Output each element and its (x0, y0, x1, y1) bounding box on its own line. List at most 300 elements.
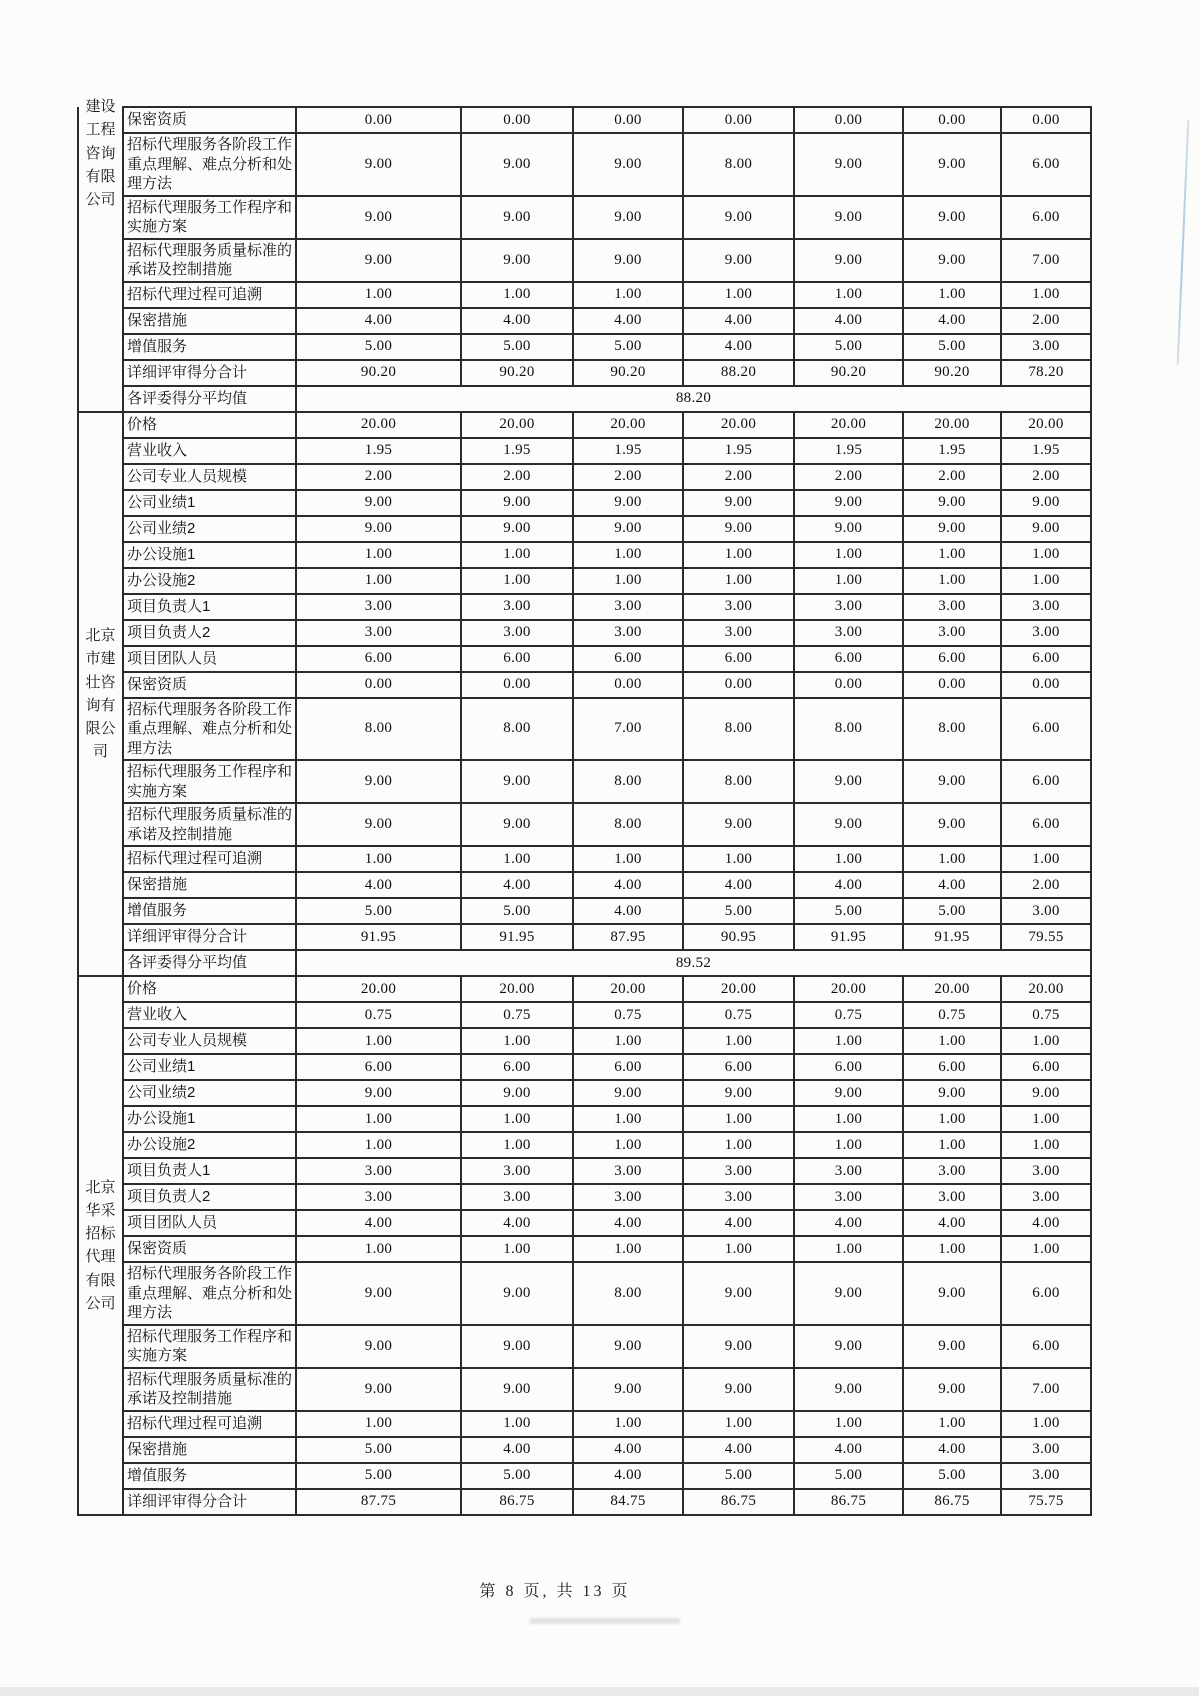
criteria-label: 招标代理过程可追溯 (123, 846, 296, 872)
score-value: 6.00 (296, 1054, 461, 1080)
average-score-value: 89.52 (296, 950, 1091, 976)
score-value: 1.00 (1001, 1411, 1091, 1437)
score-value: 1.00 (903, 1028, 1001, 1054)
score-value: 20.00 (1001, 976, 1091, 1002)
score-value: 1.00 (1001, 846, 1091, 872)
score-value: 1.95 (683, 438, 794, 464)
score-value: 9.00 (573, 239, 683, 282)
table-row (78, 1184, 1091, 1210)
score-value: 9.00 (903, 196, 1001, 239)
score-value: 0.00 (903, 672, 1001, 698)
score-value: 1.00 (296, 568, 461, 594)
score-value: 1.00 (683, 1132, 794, 1158)
criteria-label: 招标代理服务各阶段工作重点理解、难点分析和处理方法 (123, 133, 296, 196)
score-value: 9.00 (573, 196, 683, 239)
criteria-label: 招标代理服务质量标准的承诺及控制措施 (123, 239, 296, 282)
score-value: 5.00 (683, 1463, 794, 1489)
table-row (78, 803, 1091, 846)
score-value: 9.00 (903, 1368, 1001, 1411)
score-value: 1.00 (461, 542, 573, 568)
criteria-label: 招标代理服务各阶段工作重点理解、难点分析和处理方法 (123, 1262, 296, 1325)
score-value: 1.00 (1001, 568, 1091, 594)
score-value: 8.00 (461, 698, 573, 761)
table-row (78, 1262, 1091, 1325)
score-value: 8.00 (683, 698, 794, 761)
score-value: 20.00 (683, 412, 794, 438)
score-value: 87.95 (573, 924, 683, 950)
score-value: 6.00 (573, 1054, 683, 1080)
score-value: 9.00 (903, 239, 1001, 282)
criteria-label: 保密资质 (123, 107, 296, 133)
score-value: 2.00 (683, 464, 794, 490)
score-value: 3.00 (573, 594, 683, 620)
score-value: 9.00 (903, 803, 1001, 846)
score-value: 5.00 (461, 898, 573, 924)
table-row (78, 360, 1091, 386)
score-value: 1.00 (461, 282, 573, 308)
score-value: 4.00 (296, 872, 461, 898)
criteria-label: 公司专业人员规模 (123, 1028, 296, 1054)
score-value: 1.00 (573, 1411, 683, 1437)
score-value: 9.00 (794, 1262, 903, 1325)
score-value: 3.00 (1001, 1437, 1091, 1463)
score-value: 1.00 (573, 1106, 683, 1132)
score-value: 91.95 (794, 924, 903, 950)
score-value: 2.00 (573, 464, 683, 490)
score-value: 6.00 (794, 1054, 903, 1080)
score-value: 9.00 (683, 196, 794, 239)
score-value: 0.75 (903, 1002, 1001, 1028)
score-value: 1.00 (1001, 1028, 1091, 1054)
score-value: 1.00 (903, 846, 1001, 872)
score-value: 1.00 (461, 1132, 573, 1158)
score-value: 9.00 (296, 803, 461, 846)
criteria-label: 保密资质 (123, 672, 296, 698)
score-value: 5.00 (461, 334, 573, 360)
criteria-label: 项目负责人2 (123, 620, 296, 646)
score-value: 20.00 (296, 412, 461, 438)
table-row (78, 1489, 1091, 1515)
score-value: 90.20 (794, 360, 903, 386)
score-value: 2.00 (461, 464, 573, 490)
criteria-label: 公司业绩1 (123, 1054, 296, 1080)
table-row (78, 1002, 1091, 1028)
score-value: 1.00 (903, 568, 1001, 594)
score-value: 9.00 (461, 1262, 573, 1325)
score-value: 9.00 (1001, 490, 1091, 516)
score-value: 9.00 (683, 803, 794, 846)
score-value: 6.00 (903, 646, 1001, 672)
criteria-label: 招标代理服务工作程序和实施方案 (123, 1325, 296, 1368)
score-value: 1.00 (296, 846, 461, 872)
criteria-label: 办公设施1 (123, 1106, 296, 1132)
score-value: 6.00 (1001, 803, 1091, 846)
score-value: 5.00 (461, 1463, 573, 1489)
table-row (78, 334, 1091, 360)
score-value: 9.00 (1001, 1080, 1091, 1106)
table-row (78, 672, 1091, 698)
score-value: 9.00 (296, 133, 461, 196)
score-value: 2.00 (794, 464, 903, 490)
criteria-label: 各评委得分平均值 (123, 950, 296, 976)
table-row (78, 568, 1091, 594)
score-value: 9.00 (573, 133, 683, 196)
score-value: 9.00 (573, 1325, 683, 1368)
score-value: 3.00 (1001, 1158, 1091, 1184)
score-value: 3.00 (1001, 1184, 1091, 1210)
score-value: 0.00 (296, 107, 461, 133)
score-value: 8.00 (296, 698, 461, 761)
table-row (78, 646, 1091, 672)
average-score-value: 88.20 (296, 386, 1091, 412)
table-row (78, 107, 1091, 133)
table-row (78, 1463, 1091, 1489)
score-value: 9.00 (296, 516, 461, 542)
score-value: 9.00 (461, 490, 573, 516)
score-value: 0.00 (461, 672, 573, 698)
score-value: 1.00 (1001, 1132, 1091, 1158)
company-cell (78, 98, 123, 412)
table-row (78, 698, 1091, 761)
score-value: 1.00 (573, 282, 683, 308)
score-value: 9.00 (461, 1368, 573, 1411)
score-value: 20.00 (903, 976, 1001, 1002)
score-value: 1.00 (794, 542, 903, 568)
company-name: 建设工程咨询有限公司 (85, 98, 116, 208)
score-value: 0.75 (461, 1002, 573, 1028)
score-value: 9.00 (683, 490, 794, 516)
score-value: 3.00 (461, 594, 573, 620)
score-value: 6.00 (794, 646, 903, 672)
score-value: 3.00 (903, 1158, 1001, 1184)
score-value: 1.00 (794, 1411, 903, 1437)
score-value: 6.00 (573, 646, 683, 672)
criteria-label: 详细评审得分合计 (123, 1489, 296, 1515)
score-value: 4.00 (573, 1210, 683, 1236)
score-value: 3.00 (1001, 620, 1091, 646)
score-value: 4.00 (461, 308, 573, 334)
score-value: 1.95 (1001, 438, 1091, 464)
score-value: 9.00 (903, 516, 1001, 542)
score-value: 90.95 (683, 924, 794, 950)
score-value: 1.00 (794, 1236, 903, 1262)
score-value: 1.00 (903, 1236, 1001, 1262)
table-row (78, 1080, 1091, 1106)
criteria-label: 营业收入 (123, 438, 296, 464)
score-value: 3.00 (461, 620, 573, 646)
table-row (78, 924, 1091, 950)
score-value: 1.00 (1001, 1106, 1091, 1132)
score-value: 9.00 (794, 133, 903, 196)
table-row (78, 516, 1091, 542)
score-value: 20.00 (573, 976, 683, 1002)
score-value: 75.75 (1001, 1489, 1091, 1515)
score-value: 1.95 (296, 438, 461, 464)
score-value: 6.00 (461, 1054, 573, 1080)
score-value: 1.00 (461, 846, 573, 872)
score-value: 3.00 (794, 594, 903, 620)
score-value: 20.00 (903, 412, 1001, 438)
score-value: 5.00 (794, 334, 903, 360)
score-value: 90.20 (296, 360, 461, 386)
table-row (78, 1106, 1091, 1132)
score-value: 0.00 (903, 107, 1001, 133)
score-value: 1.00 (1001, 282, 1091, 308)
score-value: 3.00 (683, 594, 794, 620)
score-value: 1.95 (461, 438, 573, 464)
score-value: 9.00 (903, 490, 1001, 516)
score-value: 1.00 (461, 1236, 573, 1262)
score-value: 6.00 (1001, 196, 1091, 239)
score-value: 9.00 (461, 1325, 573, 1368)
score-value: 3.00 (903, 594, 1001, 620)
criteria-label: 项目负责人1 (123, 594, 296, 620)
score-value: 4.00 (1001, 1210, 1091, 1236)
score-value: 1.00 (903, 542, 1001, 568)
score-value: 1.00 (794, 1132, 903, 1158)
score-value: 4.00 (903, 308, 1001, 334)
score-value: 6.00 (1001, 1054, 1091, 1080)
table-row (78, 308, 1091, 334)
score-value: 1.00 (683, 846, 794, 872)
score-value: 4.00 (461, 1210, 573, 1236)
score-value: 4.00 (461, 872, 573, 898)
score-value: 9.00 (296, 1080, 461, 1106)
table-row (78, 438, 1091, 464)
table-row (78, 133, 1091, 196)
score-value: 9.00 (296, 1368, 461, 1411)
score-value: 1.00 (903, 1106, 1001, 1132)
score-value: 4.00 (903, 1210, 1001, 1236)
score-value: 1.00 (794, 1106, 903, 1132)
criteria-label: 招标代理服务各阶段工作重点理解、难点分析和处理方法 (123, 698, 296, 761)
score-value: 6.00 (1001, 698, 1091, 761)
score-value: 9.00 (296, 1262, 461, 1325)
score-value: 86.75 (683, 1489, 794, 1515)
scan-artifact-blue-line (1177, 120, 1190, 365)
score-value: 6.00 (1001, 133, 1091, 196)
score-value: 4.00 (573, 1437, 683, 1463)
score-value: 3.00 (683, 1158, 794, 1184)
score-value: 5.00 (296, 1463, 461, 1489)
score-value: 20.00 (683, 976, 794, 1002)
score-value: 9.00 (794, 490, 903, 516)
score-value: 5.00 (573, 334, 683, 360)
company-cell (78, 412, 123, 977)
criteria-label: 保密措施 (123, 872, 296, 898)
score-value: 3.00 (794, 620, 903, 646)
score-value: 9.00 (683, 1262, 794, 1325)
score-value: 1.00 (296, 1411, 461, 1437)
score-value: 6.00 (1001, 1325, 1091, 1368)
score-value: 1.00 (296, 1028, 461, 1054)
score-value: 4.00 (683, 872, 794, 898)
score-value: 9.00 (794, 1080, 903, 1106)
score-value: 4.00 (573, 872, 683, 898)
score-value: 6.00 (1001, 1262, 1091, 1325)
score-value: 3.00 (573, 1158, 683, 1184)
score-value: 5.00 (903, 898, 1001, 924)
score-value: 4.00 (573, 898, 683, 924)
score-value: 1.00 (296, 1236, 461, 1262)
score-value: 90.20 (903, 360, 1001, 386)
score-value: 1.00 (794, 568, 903, 594)
score-value: 90.20 (573, 360, 683, 386)
score-value: 4.00 (296, 1210, 461, 1236)
score-value: 9.00 (296, 760, 461, 803)
page-footer: 第 8 页, 共 13 页 (479, 1583, 631, 1600)
score-value: 0.00 (794, 107, 903, 133)
criteria-label: 公司专业人员规模 (123, 464, 296, 490)
score-value: 91.95 (461, 924, 573, 950)
score-value: 9.00 (461, 760, 573, 803)
score-value: 9.00 (903, 1262, 1001, 1325)
evaluation-table (77, 98, 1092, 1516)
score-value: 1.00 (683, 1411, 794, 1437)
score-value: 9.00 (296, 239, 461, 282)
score-value: 6.00 (903, 1054, 1001, 1080)
score-value: 1.00 (903, 282, 1001, 308)
table-row (78, 1325, 1091, 1368)
score-value: 2.00 (903, 464, 1001, 490)
score-value: 3.00 (296, 1158, 461, 1184)
table-row (78, 898, 1091, 924)
criteria-label: 招标代理服务质量标准的承诺及控制措施 (123, 803, 296, 846)
criteria-label: 招标代理服务工作程序和实施方案 (123, 196, 296, 239)
criteria-label: 项目负责人2 (123, 1184, 296, 1210)
criteria-label: 保密措施 (123, 308, 296, 334)
score-value: 9.00 (296, 490, 461, 516)
score-value: 1.00 (794, 846, 903, 872)
score-value: 5.00 (794, 898, 903, 924)
score-value: 8.00 (903, 698, 1001, 761)
criteria-label: 公司业绩1 (123, 490, 296, 516)
criteria-label: 详细评审得分合计 (123, 360, 296, 386)
score-value: 9.00 (573, 490, 683, 516)
score-value: 4.00 (573, 308, 683, 334)
score-value: 0.75 (683, 1002, 794, 1028)
criteria-label: 增值服务 (123, 898, 296, 924)
score-value: 9.00 (296, 196, 461, 239)
score-value: 9.00 (461, 133, 573, 196)
score-value: 1.00 (683, 542, 794, 568)
table-row (78, 1054, 1091, 1080)
score-value: 9.00 (794, 239, 903, 282)
score-value: 1.00 (903, 1132, 1001, 1158)
score-value: 8.00 (573, 803, 683, 846)
score-value: 9.00 (683, 516, 794, 542)
table-row (78, 1437, 1091, 1463)
criteria-label: 项目团队人员 (123, 1210, 296, 1236)
score-value: 4.00 (461, 1437, 573, 1463)
score-value: 5.00 (794, 1463, 903, 1489)
score-value: 7.00 (573, 698, 683, 761)
score-value: 3.00 (1001, 1463, 1091, 1489)
criteria-label: 增值服务 (123, 1463, 296, 1489)
score-value: 0.00 (573, 672, 683, 698)
score-value: 6.00 (296, 646, 461, 672)
score-value: 3.00 (573, 1184, 683, 1210)
score-value: 1.00 (296, 282, 461, 308)
score-value: 9.00 (794, 196, 903, 239)
score-value: 86.75 (794, 1489, 903, 1515)
score-value: 8.00 (573, 1262, 683, 1325)
score-value: 1.00 (683, 1028, 794, 1054)
table-row (78, 1368, 1091, 1411)
score-value: 1.00 (461, 1106, 573, 1132)
score-value: 5.00 (903, 1463, 1001, 1489)
table-row (78, 620, 1091, 646)
score-value: 4.00 (683, 1210, 794, 1236)
company-name: 北京华采招标代理有限公司 (85, 1178, 116, 1312)
score-value: 0.75 (794, 1002, 903, 1028)
score-value: 9.00 (296, 1325, 461, 1368)
score-value: 9.00 (461, 803, 573, 846)
score-value: 3.00 (461, 1158, 573, 1184)
criteria-label: 公司业绩2 (123, 516, 296, 542)
score-value: 9.00 (461, 1080, 573, 1106)
score-value: 7.00 (1001, 1368, 1091, 1411)
score-value: 0.00 (683, 672, 794, 698)
score-value: 9.00 (683, 1368, 794, 1411)
score-value: 3.00 (296, 620, 461, 646)
score-value: 20.00 (461, 412, 573, 438)
score-value: 2.00 (296, 464, 461, 490)
score-value: 1.00 (461, 1028, 573, 1054)
table-row (78, 872, 1091, 898)
criteria-label: 保密资质 (123, 1236, 296, 1262)
table-row (78, 1132, 1091, 1158)
score-value: 0.00 (573, 107, 683, 133)
score-value: 3.00 (1001, 898, 1091, 924)
score-value: 88.20 (683, 360, 794, 386)
score-value: 1.00 (1001, 1236, 1091, 1262)
score-value: 0.00 (296, 672, 461, 698)
score-value: 9.00 (1001, 516, 1091, 542)
table-row (78, 239, 1091, 282)
score-value: 3.00 (683, 620, 794, 646)
table-row (78, 1158, 1091, 1184)
score-value: 9.00 (794, 803, 903, 846)
score-value: 8.00 (573, 760, 683, 803)
table-row (78, 950, 1091, 976)
score-value: 4.00 (794, 308, 903, 334)
score-value: 7.00 (1001, 239, 1091, 282)
score-value: 1.00 (1001, 542, 1091, 568)
score-value: 3.00 (903, 1184, 1001, 1210)
score-value: 0.75 (573, 1002, 683, 1028)
score-value: 2.00 (1001, 872, 1091, 898)
score-value: 8.00 (683, 133, 794, 196)
score-value: 3.00 (683, 1184, 794, 1210)
table-row (78, 1236, 1091, 1262)
score-value: 91.95 (296, 924, 461, 950)
score-value: 1.00 (683, 568, 794, 594)
score-value: 1.00 (683, 282, 794, 308)
score-value: 1.00 (296, 542, 461, 568)
score-value: 4.00 (903, 1437, 1001, 1463)
score-value: 4.00 (683, 308, 794, 334)
score-value: 2.00 (1001, 464, 1091, 490)
score-value: 5.00 (296, 334, 461, 360)
score-value: 4.00 (794, 1437, 903, 1463)
score-value: 4.00 (296, 308, 461, 334)
score-value: 9.00 (683, 1080, 794, 1106)
score-value: 1.00 (683, 1236, 794, 1262)
score-value: 1.00 (573, 1132, 683, 1158)
score-value: 4.00 (683, 334, 794, 360)
score-value: 86.75 (903, 1489, 1001, 1515)
